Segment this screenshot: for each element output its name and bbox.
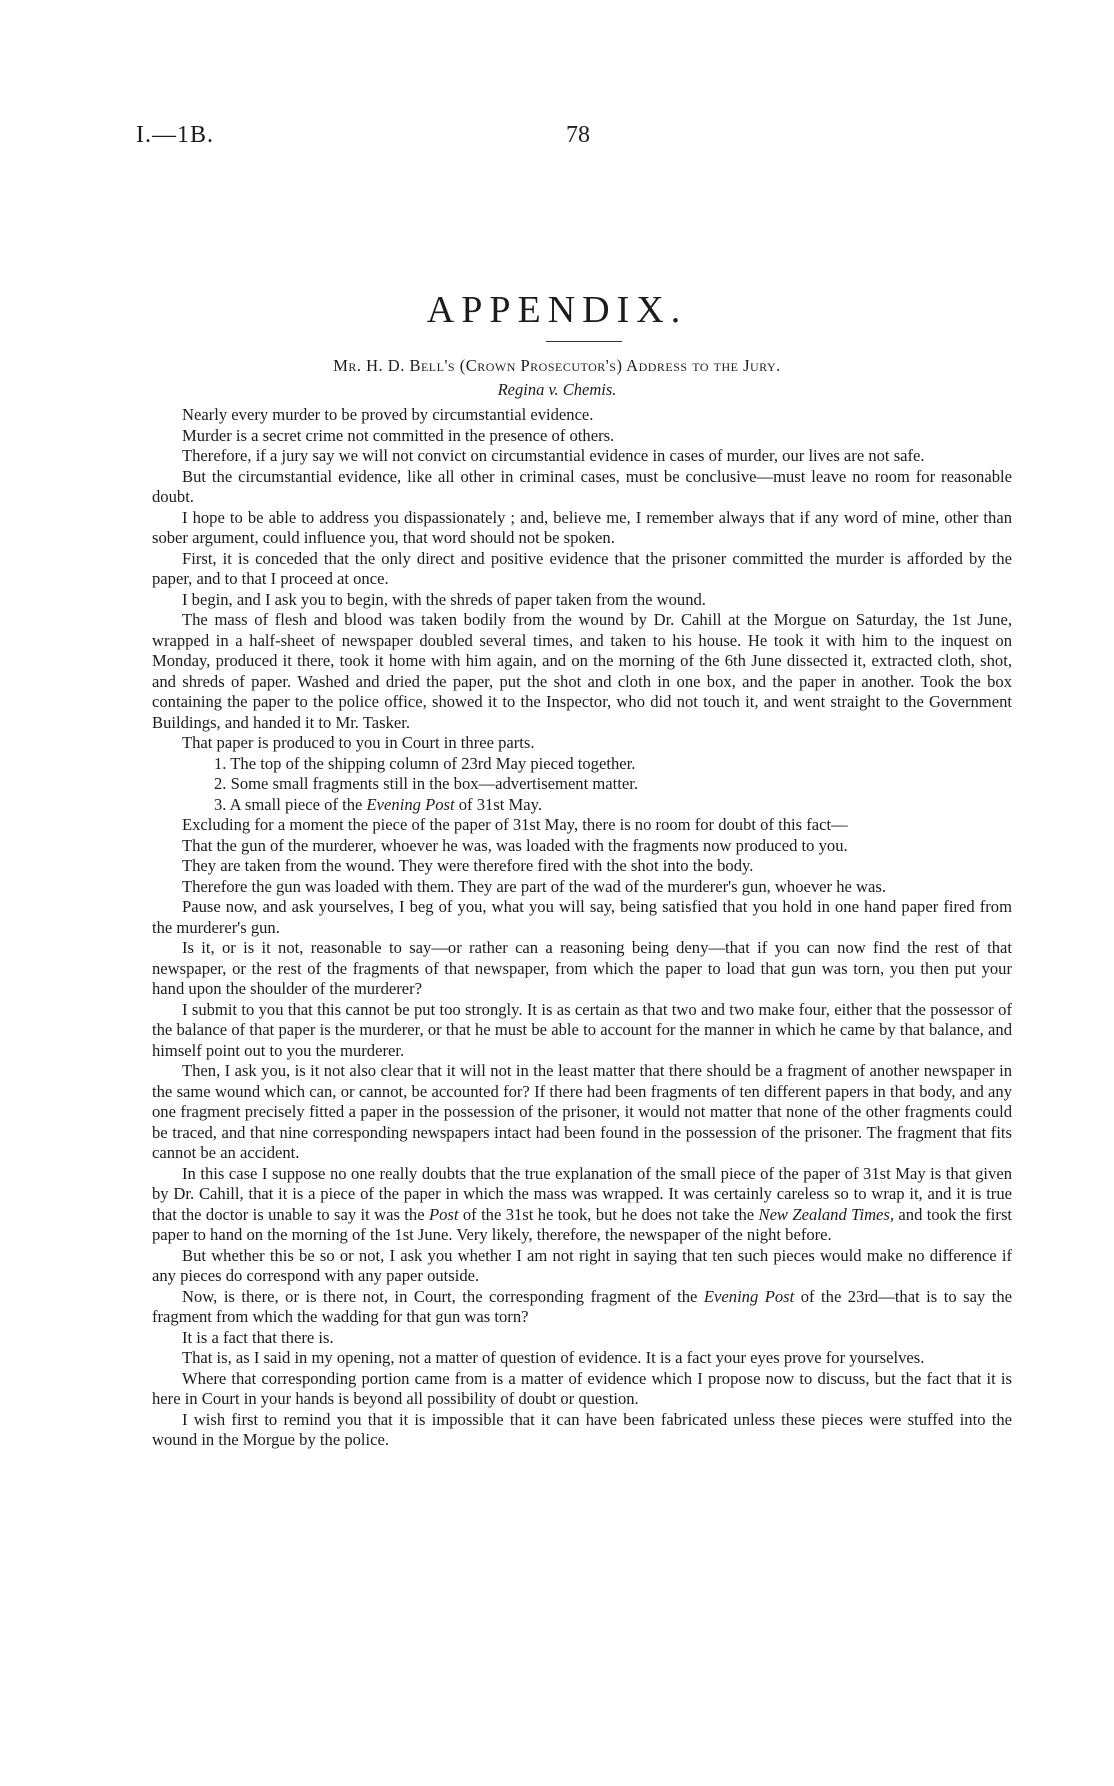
- paragraph: They are taken from the wound. They were therefore fired with the shot into the body.: [182, 856, 754, 875]
- list-item-text: of 31st May.: [454, 794, 542, 814]
- paragraph: I begin, and I ask you to begin, with the shreds of paper taken from the wound.: [182, 589, 706, 609]
- list-item-text: 3. A small piece of the: [214, 794, 367, 814]
- list-item: [152, 795, 1012, 816]
- paragraph: But the circumstantial evidence, like all other in criminal cases, must be conclusive—must leave no room for reasonable doubt.: [152, 466, 1012, 506]
- paragraph: It is a fact that there is.: [182, 1327, 334, 1347]
- appendix-title: APPENDIX.: [426, 289, 688, 331]
- paragraph: But whether this be so or not, I ask you whether I am not right in saying that ten such pieces would make no difference if any pieces do correspond with any paper outside.: [152, 1245, 1012, 1285]
- paragraph: Pause now, and ask yourselves, I beg of you, what you will say, being satisfied that you hold in one hand paper fired from the murderer's gun.: [152, 897, 1012, 937]
- newspaper-title: Evening Post: [366, 794, 455, 814]
- paragraph: Where that corresponding portion came from is a matter of evidence which I propose now to discuss, but the fact that it is here in Court in your hands is beyond all possibility of doubt or question.: [152, 1368, 1012, 1408]
- document-reference: I.—1B.: [136, 122, 214, 148]
- title-rule: [546, 341, 622, 342]
- address-subtitle: Mr. H. D. Bell's (Crown Prosecutor's) Address to the Jury.: [333, 356, 781, 375]
- paragraph-text: and took the first paper to hand on the morning of the 1st June. Very likely, therefore, the newspaper of the night before.: [152, 1204, 1013, 1244]
- paragraph: I submit to you that this cannot be put too strongly. It is as certain as that two and two make four, either that the possessor of the balance of that paper is the murderer, or that he must be able to account for the manner in which he came by that balance, and himself point out to you the murderer.: [152, 999, 1012, 1060]
- newspaper-title: Evening Post: [703, 1286, 795, 1306]
- paragraph: Is it, or is it not, reasonable to say—or rather can a reasoning being deny—that if you can now find the rest of that newspaper, or the rest of the fragments of that newspaper, from which the paper to load that gun was torn, you then put your hand upon the shoulder of the murderer?: [152, 938, 1012, 998]
- document-body: [152, 405, 1012, 1451]
- paragraph: That is, as I said in my opening, not a matter of question of evidence. It is a fact your eyes prove for yourselves.: [182, 1348, 925, 1367]
- case-name: Regina v. Chemis.: [497, 380, 617, 399]
- paragraph: Nearly every murder to be proved by circumstantial evidence.: [182, 405, 594, 424]
- paragraph: First, it is conceded that the only direct and positive evidence that the prisoner committed the murder is afforded by the paper, and to that I proceed at once.: [152, 548, 1012, 588]
- paragraph: Then, I ask you, is it not also clear that it will not in the least matter that there should be a fragment of another newspaper in the same wound which can, or cannot, be accounted for? If there had been fragments of ten different papers in that body, and any one fragment precisely fitted a paper in the possession of the prisoner, it would not matter that none of the other fragments could be traced, and that nine corresponding newspapers intact had been found in the possession of the prisoner. The fragment that fits cannot be an accident.: [152, 1061, 1012, 1162]
- paragraph: [152, 1287, 1012, 1328]
- paragraph-text: of the 23rd—that is to say the fragment from which the wadding for that gun was torn?: [152, 1286, 1012, 1326]
- paragraph: That the gun of the murderer, whoever he was, was loaded with the fragments now produced to you.: [182, 835, 848, 855]
- page-number: 78: [566, 122, 590, 148]
- paragraph: Therefore, if a jury say we will not convict on circumstantial evidence in cases of murder, our lives are not safe.: [182, 446, 925, 465]
- paragraph-text: Now, is there, or is there not, in Court, the corresponding fragment of the: [182, 1286, 704, 1306]
- paragraph-text: In this case I suppose no one really doubts that the true explanation of the small piece of the paper of 31st May is that given by Dr. Cahill, that it is a piece of the paper in which the mass was wrapped. It was certainly careless so to wrap it, and it is true that the doctor is unable to say it was the: [152, 1163, 1012, 1224]
- list-item: 2. Some small fragments still in the box—advertisement matter.: [214, 774, 638, 793]
- paragraph: I hope to be able to address you dispassionately ; and, believe me, I remember always that if any word of mine, other than sober argument, could influence you, that word should not be spoken.: [152, 507, 1012, 547]
- paragraph: [152, 1164, 1012, 1246]
- paragraph: I wish first to remind you that it is impossible that it can have been fabricated unless these pieces were stuffed into the wound in the Morgue by the police.: [152, 1409, 1012, 1449]
- newspaper-title: New Zealand Times,: [758, 1204, 895, 1224]
- paragraph-text: of the 31st he took, but he does not take the: [458, 1204, 759, 1224]
- paragraph: The mass of flesh and blood was taken bodily from the wound by Dr. Cahill at the Morgue on Saturday, the 1st June, wrapped in a half-sheet of newspaper doubled several times, and taken to his house. He took it with him to the inquest on Monday, produced it there, took it home with him again, and on the morning of the 6th June dissected it, extracted cloth, shot, and shreds of paper. Washed and dried the paper, put the shot and cloth in one box, and the paper in another. Took the box containing the paper to the police office, showed it to the Inspector, who did not touch it, and went straight to the Government Buildings, and handed it to Mr. Tasker.: [152, 610, 1012, 732]
- paragraph: That paper is produced to you in Court in three parts.: [182, 733, 535, 752]
- list-item: 1. The top of the shipping column of 23rd May pieced together.: [214, 753, 636, 773]
- paragraph: Excluding for a moment the piece of the paper of 31st May, there is no room for doubt of this fact—: [182, 815, 848, 834]
- paragraph: Therefore the gun was loaded with them. They are part of the wad of the murderer's gun, whoever he was.: [182, 876, 886, 896]
- newspaper-title: Post: [428, 1204, 459, 1224]
- paragraph: Murder is a secret crime not committed in the presence of others.: [182, 425, 615, 445]
